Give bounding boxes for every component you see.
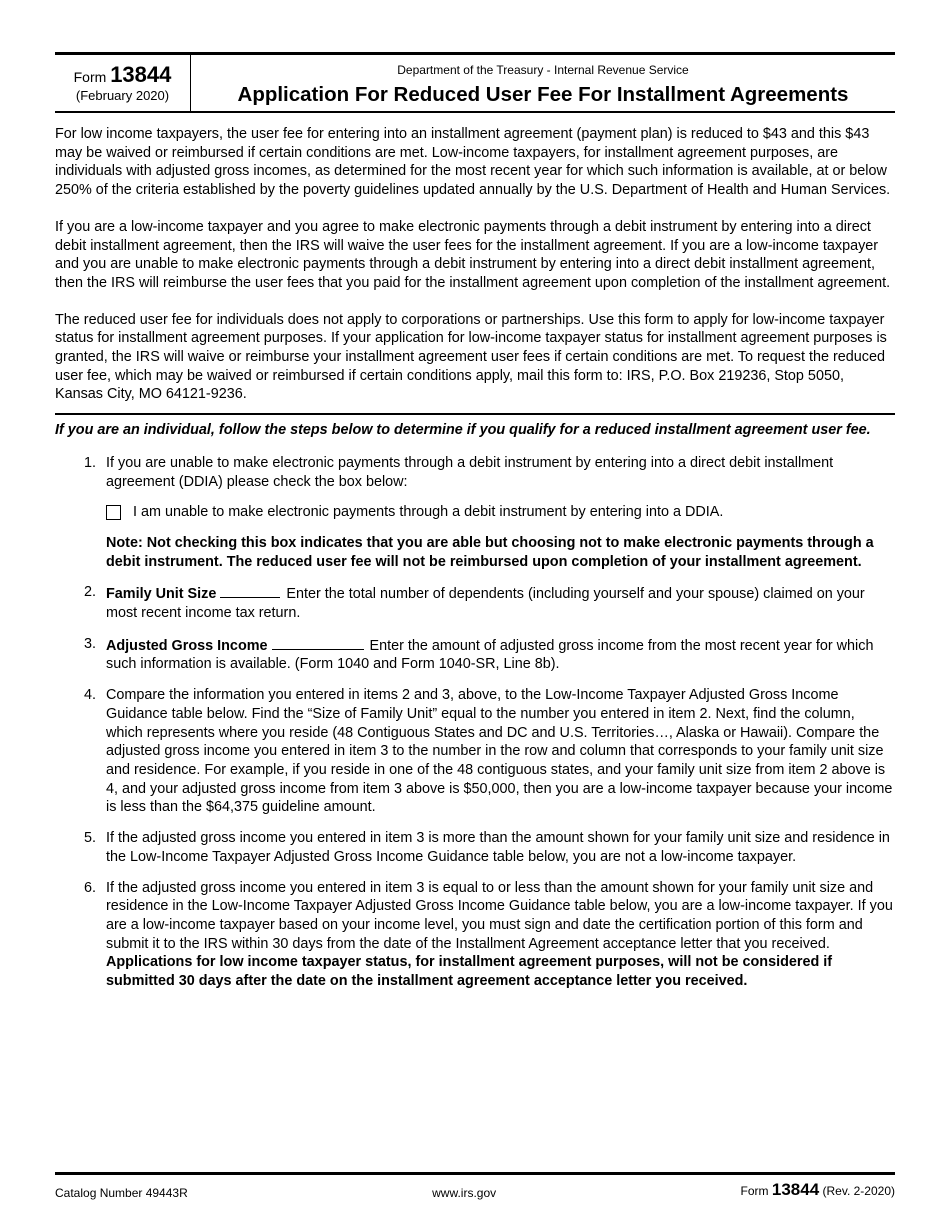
step-6 <box>55 879 895 991</box>
form-number: 13844 <box>110 62 172 87</box>
footer-form-label: Form <box>740 1184 769 1198</box>
ddia-checkbox-label: I am unable to make electronic payments through a debit instrument by entering into a DDIA. <box>133 504 724 521</box>
footer-form-number: 13844 <box>771 1180 820 1199</box>
title-block <box>191 55 895 111</box>
step-number: 6. <box>84 879 97 896</box>
section-divider <box>55 413 895 415</box>
form-number-line <box>74 64 172 88</box>
ddia-checkbox[interactable] <box>106 505 121 520</box>
step-5 <box>55 829 895 866</box>
form-page <box>55 52 895 1003</box>
footer-form-id <box>741 1180 895 1200</box>
step-4 <box>55 686 895 817</box>
intro-paragraph-2: If you are a low-income taxpayer and you agree to make electronic payments through a debit instrument by entering into a direct debit installment agreement, then the IRS will waive the user fees for the installment agreement. If you are a low-income taxpayer and you are unable to make electronic payments through a debit instrument by entering into a direct debit installment agreement, then the IRS will reimburse the user fees that you paid for the installment agreement upon completion of the installment agreement. <box>55 218 891 291</box>
step-number: 3. <box>84 635 97 652</box>
step-number: 5. <box>84 830 97 847</box>
step-6-bold-text: Applications for low income taxpayer status, for installment agreement purposes, will not be considered if submitted 30 days after the date on the installment agreement acceptance letter you received. <box>106 954 833 990</box>
family-unit-size-label: Family Unit Size <box>106 586 217 603</box>
intro-paragraph-1: For low income taxpayers, the user fee for entering into an installment agreement (payment plan) is reduced to $43 and this $43 may be waived or reimbursed if certain conditions are met. Low-income taxpayers, for installment agreement purposes, are individuals with adjusted gross incomes, as determined for the most recent year for which such information is available, at or below 250% of the criteria established by the poverty guidelines updated annually by the U.S. Department of Health and Human Services. <box>55 126 891 199</box>
catalog-number: Catalog Number 49443R <box>55 1186 188 1200</box>
instruction-text: If you are an individual, follow the steps below to determine if you qualify for a reduced installment agreement user fee. <box>55 422 871 439</box>
step-1 <box>55 454 895 572</box>
intro-paragraph-3: The reduced user fee for individuals does not apply to corporations or partnerships. Use this form to apply for low-income taxpayer status for installment agreement purposes. If your application for low-income taxpayer status for installment agreement purposes is granted, the IRS will waive or reimburse your installment agreement user fees if certain conditions are met. To request the reduced user fee, which may be waived or reimbursed if certain conditions apply, mail this form to: IRS, P.O. Box 219236, Stop 5050, Kansas City, MO 64121-9236. <box>55 311 887 403</box>
form-identifier <box>55 55 191 111</box>
step-5-text: If the adjusted gross income you entered in item 3 is more than the amount shown for your family unit size and residence in the Low-Income Taxpayer Adjusted Gross Income Guidance table below, you are not a low-income taxpayer. <box>106 830 890 865</box>
agi-field[interactable] <box>272 635 364 650</box>
step-number: 1. <box>84 454 97 471</box>
step-number: 2. <box>84 584 97 601</box>
step-1-note: Note: Not checking this box indicates that you are able but choosing not to make electronic payments through a debit instrument. The reduced user fee will not be reimbursed upon completion of your installment agreement. <box>106 534 874 570</box>
step-1-text: If you are unable to make electronic payments through a debit instrument by entering into a direct debit installment agreement (DDIA) please check the box below: <box>106 454 834 490</box>
step-2 <box>55 583 895 622</box>
step-6-text: If the adjusted gross income you entered in item 3 is equal to or less than the amount shown for your family unit size and residence in the Low-Income Taxpayer Adjusted Gross Income Guidance table below, you are a low-income taxpayer. If you are a low-income taxpayer based on your income level, you must sign and date the certification portion of this form and submit it to the IRS within 30 days from the date of the Installment Agreement acceptance letter that you received. <box>106 879 893 952</box>
steps-list <box>55 454 895 991</box>
form-date: (February 2020) <box>75 88 170 103</box>
ddia-checkbox-row <box>106 503 895 522</box>
step-2-text: Enter the total number of dependents (including yourself and your spouse) claimed on your most recent income tax return. <box>106 586 865 622</box>
form-footer <box>55 1172 895 1200</box>
website-link[interactable]: www.irs.gov <box>432 1186 497 1200</box>
form-label: Form <box>73 69 107 85</box>
step-number: 4. <box>84 687 97 704</box>
step-4-text: Compare the information you entered in items 2 and 3, above, to the Low-Income Taxpayer Adjusted Gross Income Guidance table below. Find the “Size of Family Unit” equal to the number you entered in item 2. Next, find the column, which represents where you reside (48 Contiguous States and DC and U.S. Territories…, Alaska or Hawaii). Compare the adjusted gross income you entered in item 3 to the number in the row and column that corresponds to your family unit size and residence. For example, if you reside in one of the 48 contiguous states, and your family unit size from item 2 above is 4, and your adjusted gross income from item 3 above is $50,000, then you are a low-income taxpayer because your income is less than the $64,375 guideline amount. <box>106 687 893 816</box>
agi-label: Adjusted Gross Income <box>106 637 268 654</box>
family-unit-size-field[interactable] <box>220 583 280 598</box>
footer-revision: (Rev. 2-2020) <box>822 1184 895 1198</box>
form-title: Application For Reduced User Fee For Installment Agreements <box>237 83 849 106</box>
step-3 <box>55 635 895 674</box>
department-name: Department of the Treasury - Internal Revenue Service <box>397 63 689 77</box>
step-3-text: Enter the amount of adjusted gross income from the most recent year for which such information is available. (Form 1040 and Form 1040-SR, Line 8b). <box>106 637 874 673</box>
form-header <box>55 52 895 113</box>
